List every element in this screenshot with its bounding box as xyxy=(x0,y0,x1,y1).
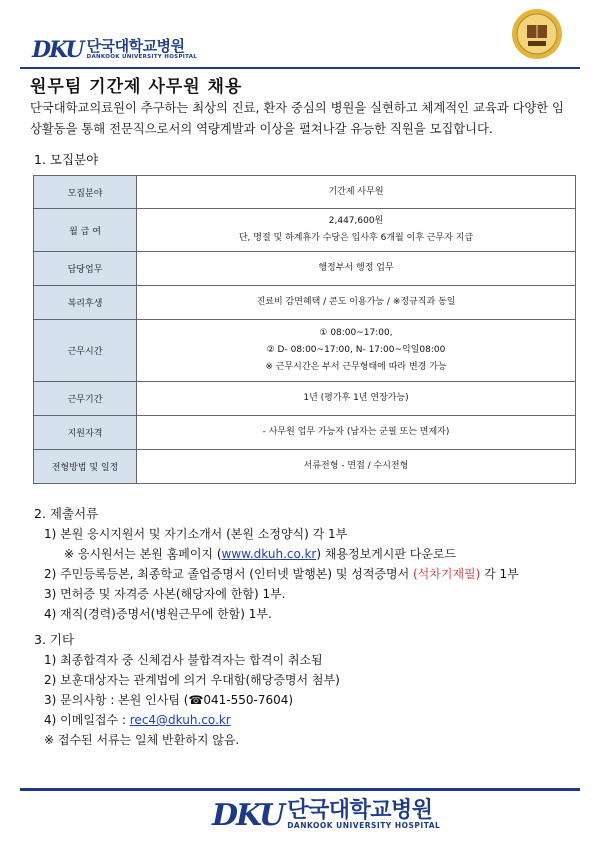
row-value xyxy=(137,416,576,450)
table-row xyxy=(34,286,576,320)
list-item xyxy=(44,710,340,730)
list-item: 3) 문의사항 : 본원 인사팀 (☎041-550-7604) xyxy=(44,693,294,707)
row-value xyxy=(137,176,576,209)
list-item: 3) 면허증 및 자격증 사본(해당자에 한함) 1부. xyxy=(44,587,286,601)
row-label: 담당업무 xyxy=(34,252,137,286)
list-item: 1) 최종합격자 중 신체검사 불합격자는 합격이 취소됨 xyxy=(44,653,323,667)
row-value-line: 2,447,600원 xyxy=(328,216,384,226)
row-value-line: 진료비 감면혜택 / 콘도 이용가능 / ※정규직과 동일 xyxy=(256,297,456,307)
row-value-line: - 사무원 업무 가능자 (남자는 군필 또는 면제자) xyxy=(262,427,450,437)
etc-list xyxy=(44,650,340,750)
table-row xyxy=(34,176,576,209)
header-divider xyxy=(20,67,580,69)
row-value-line: 1년 (평가후 1년 연장가능) xyxy=(303,393,409,403)
documents-list xyxy=(44,524,519,624)
dku-logo-mark: DKU xyxy=(32,37,83,63)
row-value xyxy=(137,450,576,484)
item-text: 4) 이메일접수 : xyxy=(44,713,130,727)
list-item: 4) 재직(경력)증명서(병원근무에 한함) 1부. xyxy=(44,607,272,621)
row-value-line: ② D- 08:00~17:00, N- 17:00~익일08:00 xyxy=(266,345,446,355)
table-row xyxy=(34,382,576,416)
page-title: 원무팀 기간제 사무원 채용 xyxy=(30,77,243,97)
list-item-note xyxy=(44,544,519,564)
highlight-text: (석차기재필) xyxy=(413,567,481,581)
list-item xyxy=(44,564,519,584)
row-label: 근무시간 xyxy=(34,320,137,382)
row-value xyxy=(137,320,576,382)
section-heading-etc: 3. 기타 xyxy=(34,632,75,647)
table-row xyxy=(34,209,576,252)
hospital-name-en: DANKOOK UNIVERSITY HOSPITAL xyxy=(287,821,441,831)
recruit-table xyxy=(33,175,576,484)
row-label: 근무기간 xyxy=(34,382,137,416)
list-item-note: ※ 접수된 서류는 일체 반환하지 않음. xyxy=(44,733,240,747)
row-value xyxy=(137,209,576,252)
row-value-line: 서류전형 - 면접 / 수시전형 xyxy=(303,461,409,471)
row-label: 전형방법 및 일정 xyxy=(34,450,137,484)
row-label: 월 급 여 xyxy=(34,209,137,252)
hospital-logo-bottom xyxy=(212,798,440,833)
hospital-name-ko: 단국대학교병원 xyxy=(287,798,433,824)
section-heading-recruit: 1. 모집분야 xyxy=(34,152,99,167)
list-item: 2) 보훈대상자는 관계법에 의거 우대함(해당증명서 첨부) xyxy=(44,673,340,687)
certification-seal-icon xyxy=(511,8,563,60)
email-link[interactable]: rec4@dkuh.co.kr xyxy=(129,713,231,727)
row-value xyxy=(137,252,576,286)
row-value-line: ① 08:00~17:00, xyxy=(319,328,393,338)
item-text: 2) 주민등록등본, 최종학교 졸업증명서 (인터넷 발행본) 및 성적증명서 xyxy=(44,567,413,581)
section-heading-documents: 2. 제출서류 xyxy=(34,506,99,521)
intro-text: 단국대학교의료원이 추구하는 최상의 진료, 환자 중심의 병원을 실현하고 체계적인 교육과 다양한 임상활동을 통해 전문직으로서의 역량계발과 이상을 펼쳐나갈 유능한 직원을 모집합니다. xyxy=(30,101,564,136)
table-row xyxy=(34,416,576,450)
row-value-line: 단, 명절 및 하계휴가 수당은 입사후 6개월 이후 근무자 지급 xyxy=(238,233,474,243)
dku-logo-mark: DKU xyxy=(212,798,284,833)
row-value xyxy=(137,382,576,416)
row-value-line: 행정부서 행정 업무 xyxy=(318,263,394,273)
hospital-name-en: DANKOOK UNIVERSITY HOSPITAL xyxy=(86,54,198,61)
item-text: 각 1부 xyxy=(480,567,519,581)
note-text: ) 채용정보게시판 다운로드 xyxy=(316,547,457,561)
homepage-link[interactable]: www.dkuh.co.kr xyxy=(221,547,317,561)
row-label: 복리후생 xyxy=(34,286,137,320)
table-row xyxy=(34,252,576,286)
list-item: 1) 본원 응시지원서 및 자기소개서 (본원 소정양식) 각 1부 xyxy=(44,527,348,541)
row-value xyxy=(137,286,576,320)
hospital-name-ko: 단국대학교병원 xyxy=(86,37,185,56)
row-value-line: 기간제 사무원 xyxy=(328,186,384,197)
table-row xyxy=(34,450,576,484)
table-row xyxy=(34,320,576,382)
note-text: ※ 응시원서는 본원 홈페이지 ( xyxy=(64,547,222,561)
row-label: 지원자격 xyxy=(34,416,137,450)
footer-divider xyxy=(20,788,580,791)
hospital-logo-top xyxy=(32,37,197,63)
row-value-line: ※ 근무시간은 부서 근무형태에 따라 변경 가능 xyxy=(265,362,447,372)
row-label: 모집분야 xyxy=(34,176,137,209)
